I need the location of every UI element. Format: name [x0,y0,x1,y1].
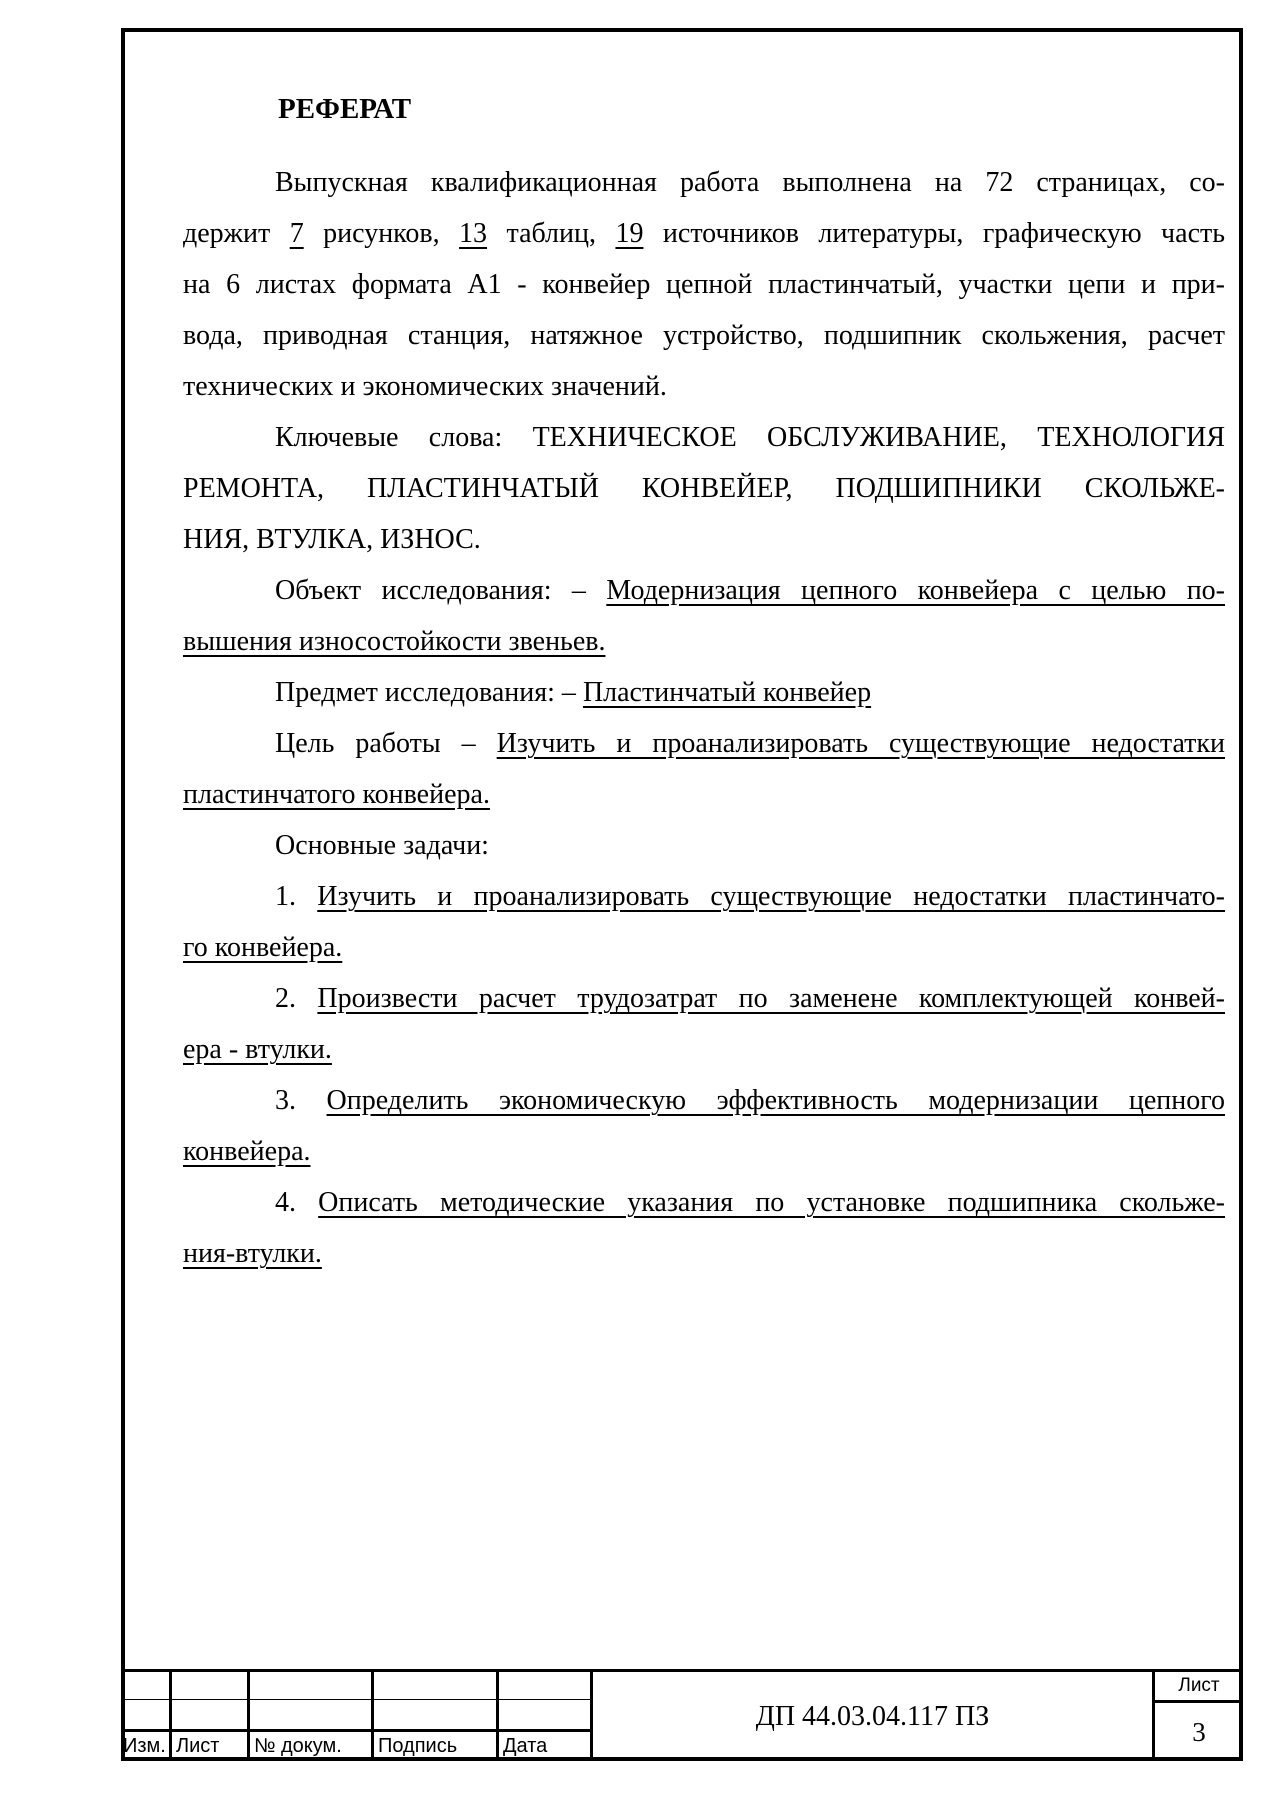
text-line: НИЯ, ВТУЛКА, ИЗНОС. [183,524,481,555]
stamp-label-list: Лист [176,1735,220,1757]
text-line: на 6 листах формата А1 - конвейер цепной пластинчатый, участки цепи и при- [183,269,1225,300]
text-line: 3. Определить экономическую эффективность модернизации цепного [275,1085,1226,1116]
stamp-label-data: Дата [503,1735,548,1757]
text-line: технических и экономических значений. [183,371,667,402]
sheet-number: 3 [1192,1716,1206,1747]
text-line: пластинчатого конвейера. [183,779,490,810]
section-title: РЕФЕРАТ [278,93,412,125]
text-line: вышения износостойкости звеньев. [183,626,606,657]
stamp-label-dokum: № докум. [254,1735,342,1757]
text-line: конвейера. [183,1136,311,1167]
text-line: ера - втулки. [183,1034,332,1065]
text-line: вода, приводная станция, натяжное устройство, подшипник скольжения, расчет [183,320,1225,351]
stamp-label-izm: Изм. [123,1735,166,1757]
text-line: го конвейера. [183,932,343,963]
text-line: 2. Произвести расчет трудозатрат по заменене комплектующей конвей- [275,983,1225,1014]
sheet-label: Лист [1178,1675,1220,1696]
stamp-label-podpis: Подпись [378,1735,458,1757]
text-line: держит 7 рисунков, 13 таблиц, 19 источников литературы, графическую часть [183,218,1226,249]
document-code: ДП 44.03.04.117 ПЗ [755,1700,990,1732]
text-line: Цель работы – Изучить и проанализировать существующие недостатки [275,728,1225,759]
text-line: Выпускная квалификационная работа выполнена на 72 страницах, со- [275,167,1225,198]
text-line: ния-втулки. [183,1238,322,1269]
text-line: РЕМОНТА, ПЛАСТИНЧАТЫЙ КОНВЕЙЕР, ПОДШИПНИКИ СКОЛЬЖЕ- [183,473,1225,504]
text-line: 1. Изучить и проанализировать существующие недостатки пластинчато- [275,881,1226,912]
document-body [183,157,1225,1279]
text-line: Предмет исследования: – Пластинчатый конвейер [275,677,872,708]
text-line: Объект исследования: – Модернизация цепного конвейера с целью по- [275,575,1225,606]
text-line: 4. Описать методические указания по установке подшипника скольже- [275,1187,1225,1218]
text-line: Ключевые слова: ТЕХНИЧЕСКОЕ ОБСЛУЖИВАНИЕ, ТЕХНОЛОГИЯ [275,422,1225,453]
document-content [183,84,1225,1279]
text-line: Основные задачи: [275,830,489,861]
stamp-row-separator-thin [121,1699,590,1700]
title-block [121,1669,1243,1761]
